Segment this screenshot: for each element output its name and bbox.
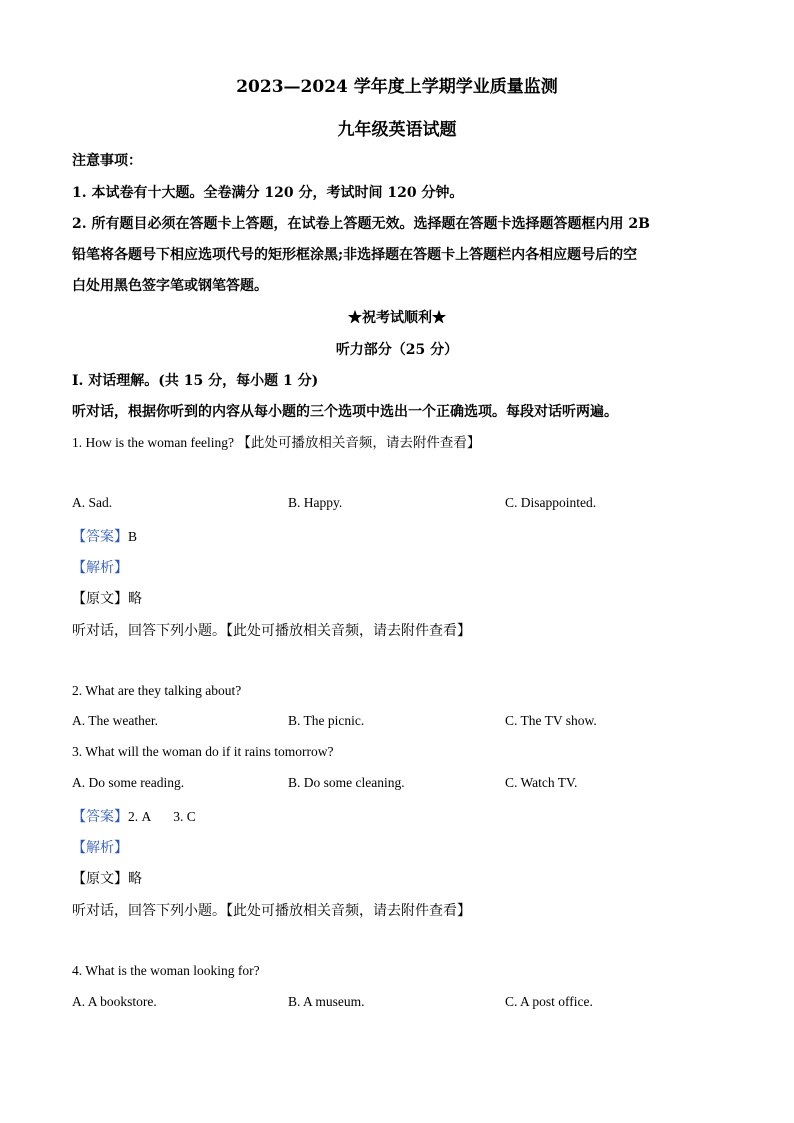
q1-answer-value: B xyxy=(128,529,138,544)
good-luck-text: ★祝考试顺利★ xyxy=(348,310,446,326)
listen-prompt-1: 听对话，回答下列小题。【此处可播放相关音频，请去附件查看】 xyxy=(72,623,471,639)
notice-item-2-line-3: 白处用黑色签字笔或钢笔答题。 xyxy=(72,278,268,294)
answer-label: 【答案】 xyxy=(72,529,128,545)
question-4: 4. What is the woman looking for? xyxy=(72,963,260,978)
page-subtitle: 九年级英语试题 xyxy=(337,120,457,140)
q1-answer-row xyxy=(72,526,137,546)
q3-option-b: B. Do some cleaning. xyxy=(288,775,405,790)
q2-3-original-row xyxy=(72,868,142,888)
analysis-label: 【解析】 xyxy=(72,560,128,576)
page-title: 2023—2024 学年度上学期学业质量监测 xyxy=(236,77,558,97)
notice-item-2-line-2: 铅笔将各题号下相应选项代号的矩形框涂黑;非选择题在答题卡上答题栏内各相应题号后的空 xyxy=(72,247,638,263)
q4-option-b: B. A museum. xyxy=(288,994,365,1009)
original-text: 略 xyxy=(128,871,142,887)
analysis-label: 【解析】 xyxy=(72,840,128,856)
q2-3-analysis-row xyxy=(72,837,128,857)
listen-prompt-2: 听对话，回答下列小题。【此处可播放相关音频，请去附件查看】 xyxy=(72,903,471,919)
section-title: 听力部分（25 分） xyxy=(335,342,459,358)
q2-option-c: C. The TV show. xyxy=(505,713,597,728)
q1-option-c: C. Disappointed. xyxy=(505,495,597,510)
question-1: 1. How is the woman feeling? 【此处可播放相关音频，请去附件查看】 xyxy=(72,435,481,450)
q3-answer-value: 3. C xyxy=(173,809,196,824)
original-label: 【原文】 xyxy=(72,591,128,607)
q1-option-a: A. Sad. xyxy=(72,495,113,510)
original-text: 略 xyxy=(128,591,142,607)
q2-3-answer-row xyxy=(72,806,196,826)
q2-option-a: A. The weather. xyxy=(72,713,158,728)
question-2: 2. What are they talking about? xyxy=(72,683,242,698)
q3-option-c: C. Watch TV. xyxy=(505,775,578,790)
q4-option-a: A. A bookstore. xyxy=(72,994,157,1009)
q1-analysis-row xyxy=(72,557,128,577)
question-3: 3. What will the woman do if it rains tomorrow? xyxy=(72,744,334,759)
notice-item-2-line-1: 2. 所有题目必须在答题卡上答题，在试卷上答题无效。选择题在答题卡选择题答题框内用 2B xyxy=(72,216,650,232)
q4-option-c: C. A post office. xyxy=(505,994,593,1009)
q3-option-a: A. Do some reading. xyxy=(72,775,185,790)
part1-heading: I. 对话理解。(共 15 分，每小题 1 分) xyxy=(72,373,319,389)
notice-item-1: 1. 本试卷有十大题。全卷满分 120 分，考试时间 120 分钟。 xyxy=(72,185,464,201)
q1-option-b: B. Happy. xyxy=(288,495,343,510)
notice-heading: 注意事项： xyxy=(72,153,142,169)
part1-instruction: 听对话，根据你听到的内容从每小题的三个选项中选出一个正确选项。每段对话听两遍。 xyxy=(72,404,618,420)
q2-option-b: B. The picnic. xyxy=(288,713,365,728)
answer-label: 【答案】 xyxy=(72,809,128,825)
original-label: 【原文】 xyxy=(72,871,128,887)
q2-answer-value: 2. A xyxy=(128,809,152,824)
q1-original-row xyxy=(72,588,142,608)
